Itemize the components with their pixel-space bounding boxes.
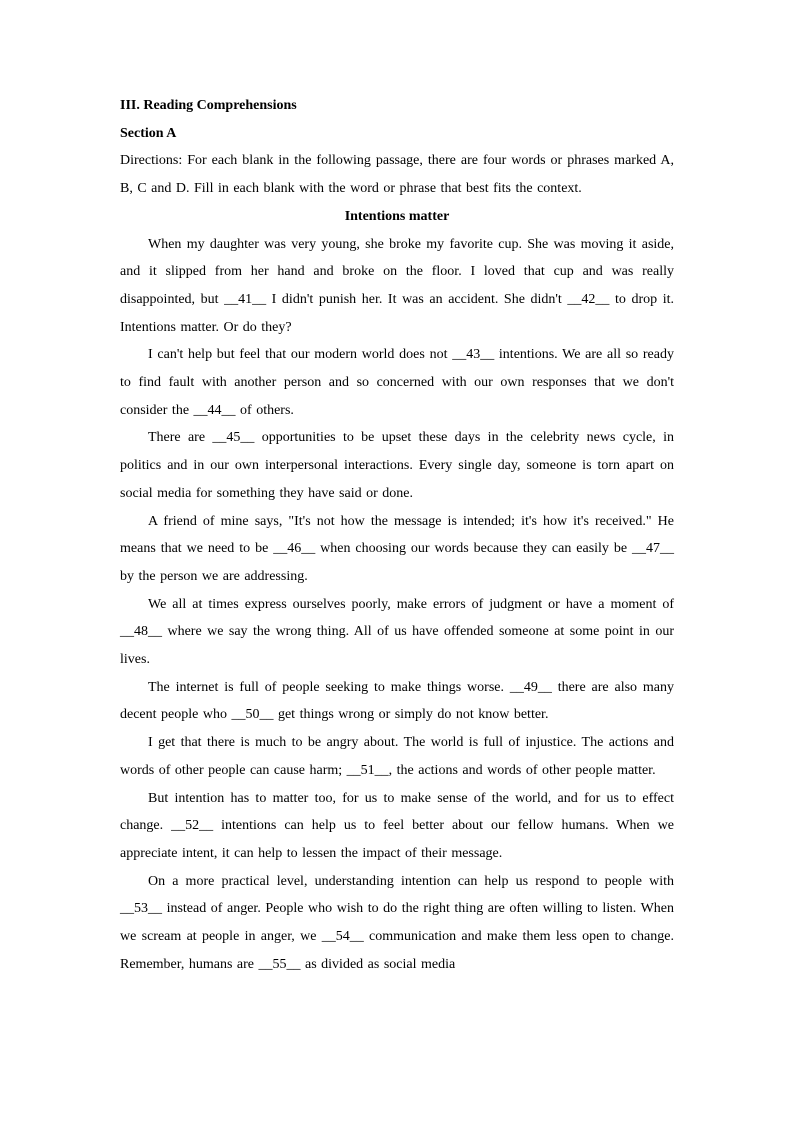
passage-paragraph: But intention has to matter too, for us to make sense of the world, and for us to effect change. __52__ intentions can help us to feel better about our fellow humans. When we appreciate intent, it can help to lessen the impact of their message.: [120, 790, 674, 861]
passage-paragraph: There are __45__ opportunities to be upset these days in the celebrity news cycle, in politics and in our own interpersonal interactions. Every single day, someone is torn apart on social media for something they have said or done.: [120, 430, 674, 501]
subsection-heading: Section A: [120, 125, 177, 141]
document-page: [120, 92, 674, 979]
directions-text: Directions: For each blank in the following passage, there are four words or phrases marked A, B, C and D. Fill in each blank with the word or phrase that best fits the context.: [120, 153, 674, 197]
passage-title: Intentions matter: [344, 208, 450, 224]
passage-paragraph: On a more practical level, understanding intention can help us respond to people with __53__ instead of anger. People who wish to do the right thing are often willing to listen. When we scream at people in anger, we __54__ communication and make them less open to change. Remember, humans are __55__ as divided as social media: [120, 873, 674, 972]
passage-paragraph: A friend of mine says, "It's not how the message is intended; it's how it's received." He means that we need to be __46__ when choosing our words because they can easily be __47__ by the person we are addressing.: [120, 513, 674, 584]
passage-paragraph: I can't help but feel that our modern world does not __43__ intentions. We are all so ready to find fault with another person and so concerned with our own responses that we don't consider the __44__ of others.: [120, 347, 674, 418]
section-heading: III. Reading Comprehensions: [120, 98, 297, 113]
passage-paragraph: We all at times express ourselves poorly, make errors of judgment or have a moment of __48__ where we say the wrong thing. All of us have offended someone at some point in our lives.: [120, 596, 674, 668]
passage-paragraph: The internet is full of people seeking to make things worse. __49__ there are also many decent people who __50__ get things wrong or simply do not know better.: [120, 679, 674, 723]
passage-paragraph: When my daughter was very young, she broke my favorite cup. She was moving it aside, and it slipped from her hand and broke on the floor. I loved that cup and was really disappointed, but __41__ I didn't punish her. It was an accident. She didn't __42__ to drop it. Intentions matter. Or do they?: [120, 236, 674, 335]
passage-paragraph: I get that there is much to be angry about. The world is full of injustice. The actions and words of other people can cause harm; __51__, the actions and words of other people matter.: [120, 735, 674, 778]
